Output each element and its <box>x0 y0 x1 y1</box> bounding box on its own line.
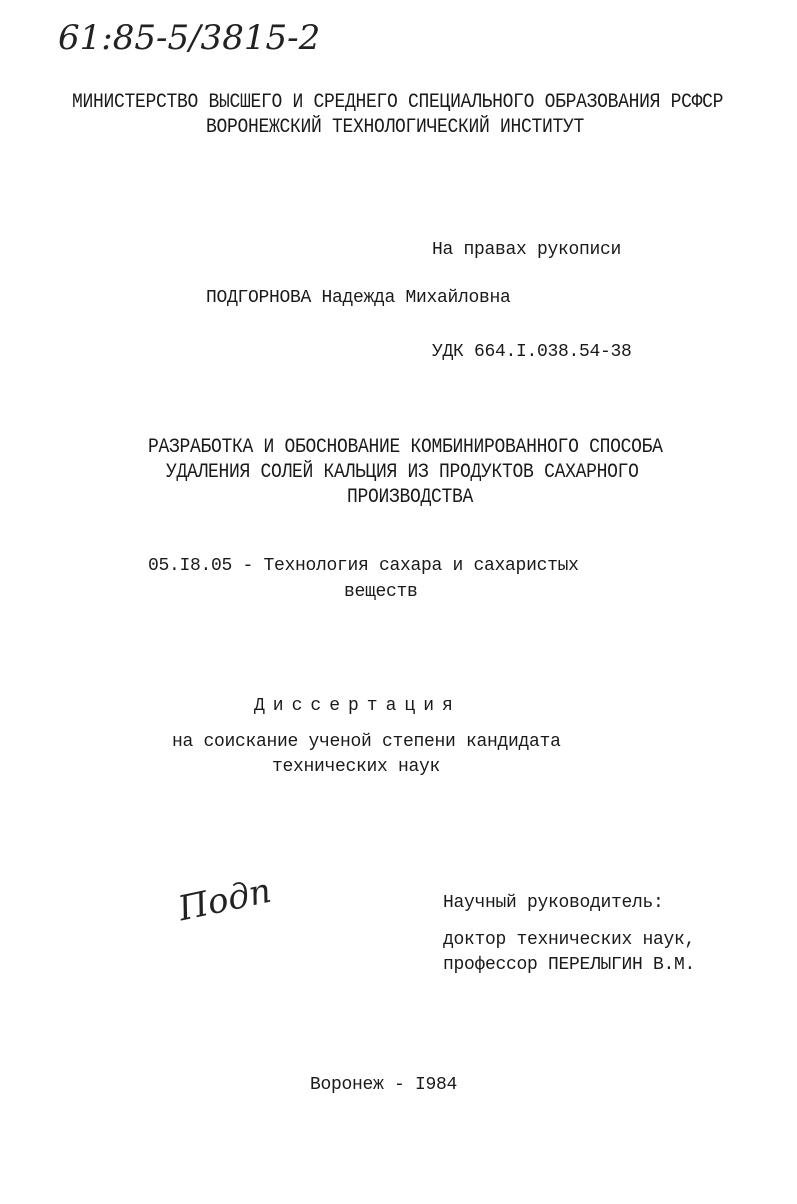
specialty-line-2: веществ <box>344 582 418 602</box>
work-type: Диссертация <box>254 696 461 716</box>
supervisor-name: профессор ПЕРЕЛЫГИН В.М. <box>443 955 696 975</box>
degree-line-2: технических наук <box>272 757 441 777</box>
manuscript-note: На правах рукописи <box>432 240 622 260</box>
author-name: ПОДГОРНОВА Надежда Михайловна <box>206 288 511 308</box>
supervisor-degree: доктор технических наук, <box>443 930 696 950</box>
title-line-3: ПРОИЗВОДСТВА <box>347 486 474 509</box>
city-year: Воронеж - I984 <box>310 1075 458 1095</box>
udc-code: УДК 664.I.038.54-38 <box>432 342 632 362</box>
institute-heading: ВОРОНЕЖСКИЙ ТЕХНОЛОГИЧЕСКИЙ ИНСТИТУТ <box>206 116 585 139</box>
title-line-1: РАЗРАБОТКА И ОБОСНОВАНИЕ КОМБИНИРОВАННОГО СПОСОБА <box>148 436 663 459</box>
signature: Подп <box>174 870 275 930</box>
specialty-line-1: 05.I8.05 - Технология сахара и сахаристых <box>148 556 579 576</box>
archive-number: 61:85-5/3815-2 <box>58 18 321 58</box>
degree-line-1: на соискание ученой степени кандидата <box>172 732 561 752</box>
ministry-heading: МИНИСТЕРСТВО ВЫСШЕГО И СРЕДНЕГО СПЕЦИАЛЬНОГО ОБРАЗОВАНИЯ РСФСР <box>72 91 724 114</box>
title-line-2: УДАЛЕНИЯ СОЛЕЙ КАЛЬЦИЯ ИЗ ПРОДУКТОВ САХАРНОГО <box>166 461 639 484</box>
supervisor-label: Научный руководитель: <box>443 893 664 913</box>
